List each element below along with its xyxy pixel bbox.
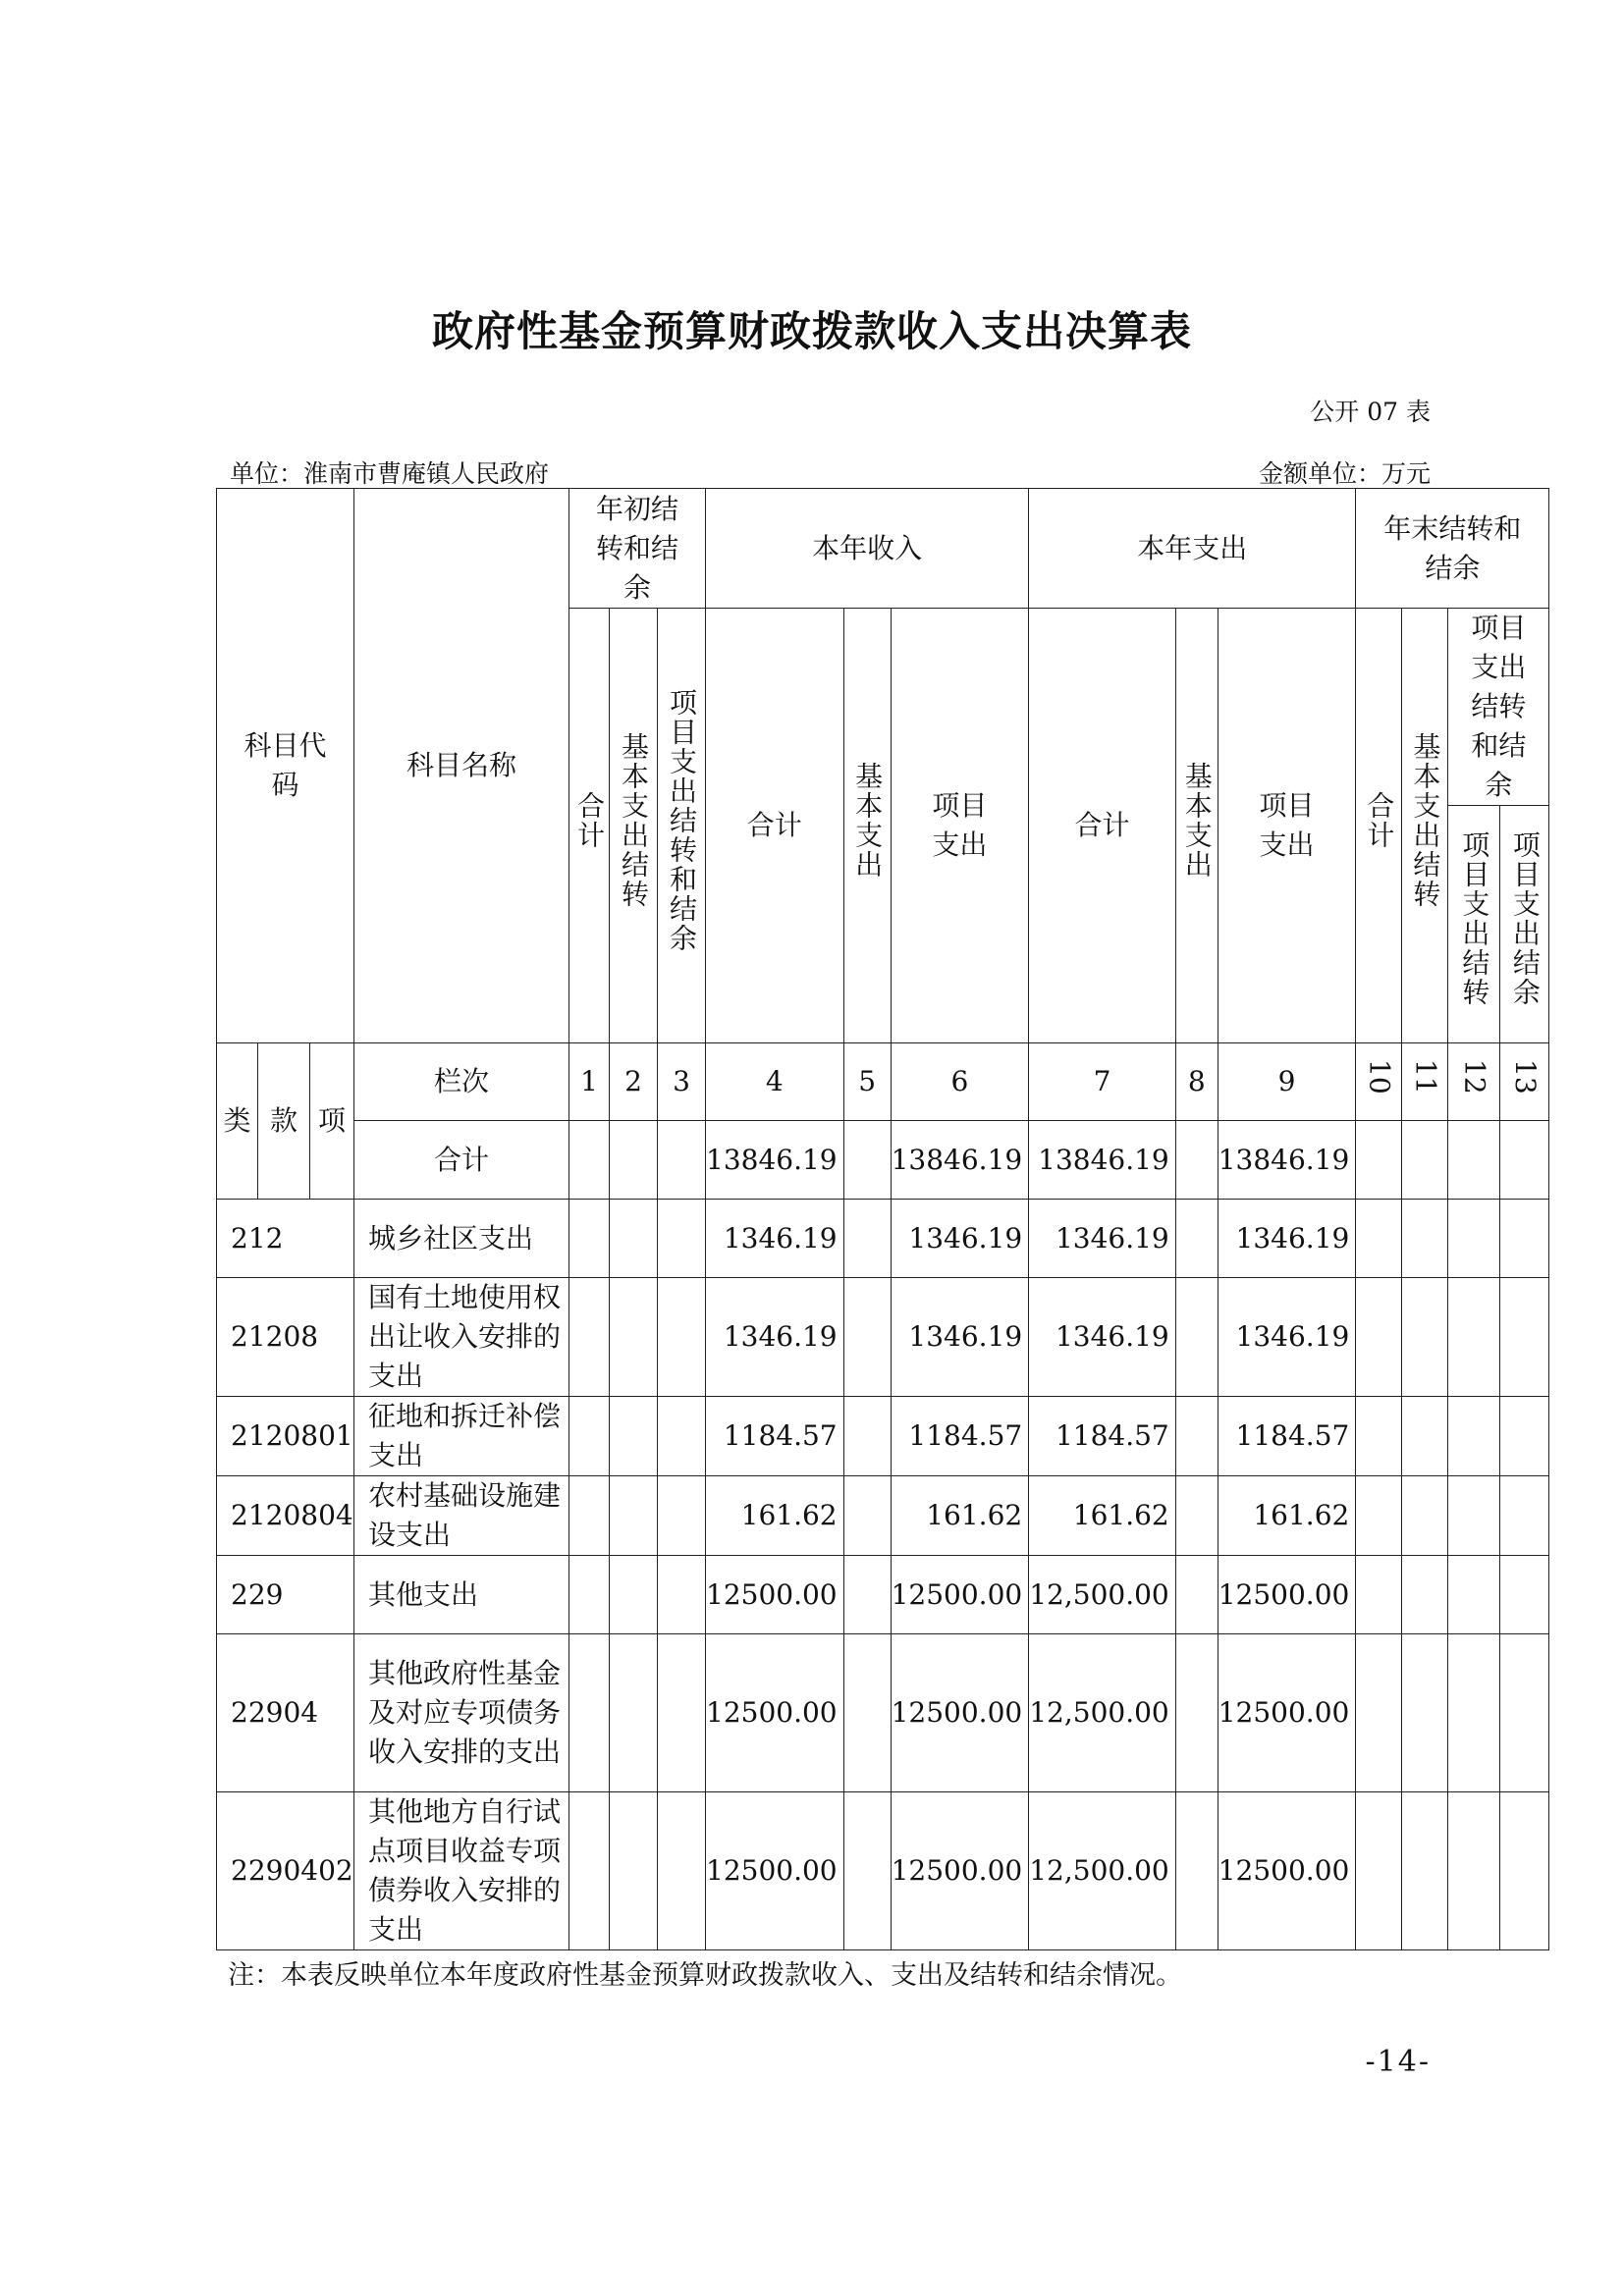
empty-cell bbox=[1402, 1634, 1448, 1792]
table-row bbox=[217, 1792, 1549, 1950]
row-income-total: 12500.00 bbox=[706, 1556, 844, 1634]
row-expense-total: 1346.19 bbox=[1029, 1278, 1176, 1397]
empty-cell bbox=[569, 1556, 610, 1634]
empty-cell bbox=[1175, 1278, 1218, 1397]
empty-cell bbox=[658, 1556, 706, 1634]
form-number: 公开 07 表 bbox=[1310, 398, 1431, 426]
header-closing: 年末结转和结余 bbox=[1356, 489, 1549, 609]
col-no: 12 bbox=[1448, 1043, 1500, 1121]
empty-cell bbox=[1500, 1792, 1549, 1950]
total-label: 合计 bbox=[354, 1121, 569, 1200]
header-code: 科目代码 bbox=[217, 489, 354, 1043]
row-code: 229 bbox=[217, 1556, 354, 1634]
row-expense-project: 1184.57 bbox=[1218, 1397, 1356, 1476]
empty-cell bbox=[658, 1634, 706, 1792]
row-income-project: 12500.00 bbox=[891, 1634, 1029, 1792]
row-code: 2120804 bbox=[217, 1476, 354, 1556]
row-expense-project: 1346.19 bbox=[1218, 1278, 1356, 1397]
table-row bbox=[217, 1200, 1549, 1278]
header-income-basic: 基本支出 bbox=[843, 609, 891, 1043]
row-code: 2290402 bbox=[217, 1792, 354, 1950]
empty-cell bbox=[1175, 1792, 1218, 1950]
empty-cell bbox=[1448, 1634, 1500, 1792]
row-name: 农村基础设施建设支出 bbox=[354, 1476, 569, 1556]
empty-cell bbox=[569, 1397, 610, 1476]
empty-cell bbox=[1500, 1476, 1549, 1556]
row-expense-total: 161.62 bbox=[1029, 1476, 1176, 1556]
col-no: 13 bbox=[1500, 1043, 1549, 1121]
row-expense-project: 1346.19 bbox=[1218, 1200, 1356, 1278]
empty-cell bbox=[1356, 1634, 1402, 1792]
empty-cell bbox=[843, 1397, 891, 1476]
col-no: 2 bbox=[610, 1043, 658, 1121]
row-income-project: 12500.00 bbox=[891, 1556, 1029, 1634]
header-name: 科目名称 bbox=[354, 489, 569, 1043]
empty-cell bbox=[569, 1200, 610, 1278]
empty-cell bbox=[1402, 1476, 1448, 1556]
row-income-total: 12500.00 bbox=[706, 1792, 844, 1950]
col-no: 8 bbox=[1175, 1043, 1218, 1121]
empty-cell bbox=[610, 1278, 658, 1397]
row-name: 征地和拆迁补偿支出 bbox=[354, 1397, 569, 1476]
row-name: 其他政府性基金及对应专项债务收入安排的支出 bbox=[354, 1634, 569, 1792]
empty-cell bbox=[1402, 1278, 1448, 1397]
total-col9: 13846.19 bbox=[1218, 1121, 1356, 1200]
row-code: 21208 bbox=[217, 1278, 354, 1397]
empty-cell bbox=[1356, 1200, 1402, 1278]
row-income-project: 1346.19 bbox=[891, 1200, 1029, 1278]
row-name: 其他支出 bbox=[354, 1556, 569, 1634]
row-name: 其他地方自行试点项目收益专项债券收入安排的支出 bbox=[354, 1792, 569, 1950]
empty-cell bbox=[1175, 1397, 1218, 1476]
header-expense-total: 合计 bbox=[1029, 609, 1176, 1043]
row-expense-total: 1346.19 bbox=[1029, 1200, 1176, 1278]
header-expense-basic: 基本支出 bbox=[1175, 609, 1218, 1043]
empty-cell bbox=[1500, 1634, 1549, 1792]
empty-cell bbox=[1356, 1476, 1402, 1556]
header-opening-basic: 基本支出结转 bbox=[610, 609, 658, 1043]
empty-cell bbox=[1448, 1556, 1500, 1634]
col-no: 11 bbox=[1402, 1043, 1448, 1121]
empty-cell bbox=[610, 1397, 658, 1476]
empty-cell bbox=[1402, 1397, 1448, 1476]
row-name: 国有土地使用权出让收入安排的支出 bbox=[354, 1278, 569, 1397]
empty-cell bbox=[1356, 1556, 1402, 1634]
empty-cell bbox=[1500, 1278, 1549, 1397]
total-row bbox=[217, 1121, 1549, 1200]
empty-cell bbox=[1500, 1397, 1549, 1476]
empty-cell bbox=[1500, 1200, 1549, 1278]
row-expense-project: 12500.00 bbox=[1218, 1634, 1356, 1792]
row-expense-total: 12,500.00 bbox=[1029, 1556, 1176, 1634]
header-closing-project-balance: 项目支出结余 bbox=[1500, 806, 1549, 1043]
header-xiang: 项 bbox=[310, 1043, 354, 1200]
empty-cell bbox=[658, 1278, 706, 1397]
empty-cell bbox=[843, 1200, 891, 1278]
table-row bbox=[217, 1476, 1549, 1556]
row-expense-project: 161.62 bbox=[1218, 1476, 1356, 1556]
table-row bbox=[217, 1278, 1549, 1397]
empty-cell bbox=[1448, 1278, 1500, 1397]
col-no: 6 bbox=[891, 1043, 1029, 1121]
empty-cell bbox=[1448, 1397, 1500, 1476]
row-income-project: 1346.19 bbox=[891, 1278, 1029, 1397]
empty-cell bbox=[658, 1397, 706, 1476]
empty-cell bbox=[1402, 1556, 1448, 1634]
empty-cell bbox=[843, 1556, 891, 1634]
header-income: 本年收入 bbox=[706, 489, 1029, 609]
row-expense-total: 12,500.00 bbox=[1029, 1634, 1176, 1792]
empty-cell bbox=[1175, 1556, 1218, 1634]
header-opening: 年初结转和结余 bbox=[569, 489, 706, 609]
header-expense: 本年支出 bbox=[1029, 489, 1356, 609]
empty-cell bbox=[1500, 1556, 1549, 1634]
empty-cell bbox=[843, 1792, 891, 1950]
col-no: 3 bbox=[658, 1043, 706, 1121]
header-expense-project: 项目支出 bbox=[1218, 609, 1356, 1043]
header-income-total: 合计 bbox=[706, 609, 844, 1043]
row-expense-project: 12500.00 bbox=[1218, 1792, 1356, 1950]
settlement-table bbox=[216, 488, 1549, 1950]
row-income-project: 161.62 bbox=[891, 1476, 1029, 1556]
table-row bbox=[217, 1634, 1549, 1792]
column-seq-label: 栏次 bbox=[354, 1043, 569, 1121]
row-expense-total: 1184.57 bbox=[1029, 1397, 1176, 1476]
col-no: 9 bbox=[1218, 1043, 1356, 1121]
header-closing-project-carryover: 项目支出结转 bbox=[1448, 806, 1500, 1043]
empty-cell bbox=[658, 1792, 706, 1950]
row-income-total: 1184.57 bbox=[706, 1397, 844, 1476]
empty-cell bbox=[1402, 1200, 1448, 1278]
empty-cell bbox=[610, 1200, 658, 1278]
col-no: 5 bbox=[843, 1043, 891, 1121]
empty-cell bbox=[569, 1634, 610, 1792]
empty-cell bbox=[569, 1476, 610, 1556]
header-kuan: 款 bbox=[258, 1043, 310, 1200]
empty-cell bbox=[1175, 1200, 1218, 1278]
empty-cell bbox=[1448, 1200, 1500, 1278]
total-col7: 13846.19 bbox=[1029, 1121, 1176, 1200]
empty-cell bbox=[1175, 1476, 1218, 1556]
empty-cell bbox=[1356, 1397, 1402, 1476]
table-row bbox=[217, 1397, 1549, 1476]
header-closing-total: 合计 bbox=[1356, 609, 1402, 1043]
total-col6: 13846.19 bbox=[891, 1121, 1029, 1200]
header-opening-project: 项目支出结转和结余 bbox=[658, 609, 706, 1043]
row-code: 22904 bbox=[217, 1634, 354, 1792]
empty-cell bbox=[658, 1476, 706, 1556]
row-code: 2120801 bbox=[217, 1397, 354, 1476]
col-no: 1 bbox=[569, 1043, 610, 1121]
row-expense-project: 12500.00 bbox=[1218, 1556, 1356, 1634]
empty-cell bbox=[1402, 1792, 1448, 1950]
empty-cell bbox=[658, 1200, 706, 1278]
total-col4: 13846.19 bbox=[706, 1121, 844, 1200]
footnote: 注：本表反映单位本年度政府性基金预算财政拨款收入、支出及结转和结余情况。 bbox=[228, 1960, 1182, 1991]
col-no: 4 bbox=[706, 1043, 844, 1121]
row-income-total: 1346.19 bbox=[706, 1278, 844, 1397]
empty-cell bbox=[610, 1556, 658, 1634]
row-income-project: 1184.57 bbox=[891, 1397, 1029, 1476]
row-income-total: 161.62 bbox=[706, 1476, 844, 1556]
empty-cell bbox=[1356, 1278, 1402, 1397]
row-expense-total: 12,500.00 bbox=[1029, 1792, 1176, 1950]
empty-cell bbox=[569, 1792, 610, 1950]
empty-cell bbox=[843, 1476, 891, 1556]
table-row bbox=[217, 1556, 1549, 1634]
empty-cell bbox=[1175, 1634, 1218, 1792]
empty-cell bbox=[610, 1634, 658, 1792]
header-closing-project: 项目支出结转和结余 bbox=[1448, 609, 1549, 806]
unit-label: 单位：淮南市曹庵镇人民政府 bbox=[230, 459, 550, 488]
empty-cell bbox=[610, 1792, 658, 1950]
empty-cell bbox=[843, 1634, 891, 1792]
row-income-total: 1346.19 bbox=[706, 1200, 844, 1278]
page-title: 政府性基金预算财政拨款收入支出决算表 bbox=[431, 307, 1192, 355]
empty-cell bbox=[1448, 1792, 1500, 1950]
col-no: 10 bbox=[1356, 1043, 1402, 1121]
header-opening-total: 合计 bbox=[569, 609, 610, 1043]
col-no: 7 bbox=[1029, 1043, 1176, 1121]
header-income-project: 项目支出 bbox=[891, 609, 1029, 1043]
row-code: 212 bbox=[217, 1200, 354, 1278]
empty-cell bbox=[843, 1278, 891, 1397]
header-closing-basic: 基本支出结转 bbox=[1402, 609, 1448, 1043]
empty-cell bbox=[1448, 1476, 1500, 1556]
amount-unit-label: 金额单位：万元 bbox=[1258, 459, 1431, 488]
header-cat: 类 bbox=[217, 1043, 258, 1200]
empty-cell bbox=[610, 1476, 658, 1556]
row-income-total: 12500.00 bbox=[706, 1634, 844, 1792]
row-name: 城乡社区支出 bbox=[354, 1200, 569, 1278]
row-income-project: 12500.00 bbox=[891, 1792, 1029, 1950]
empty-cell bbox=[1356, 1792, 1402, 1950]
page-number: -14- bbox=[1365, 2045, 1431, 2079]
empty-cell bbox=[569, 1278, 610, 1397]
